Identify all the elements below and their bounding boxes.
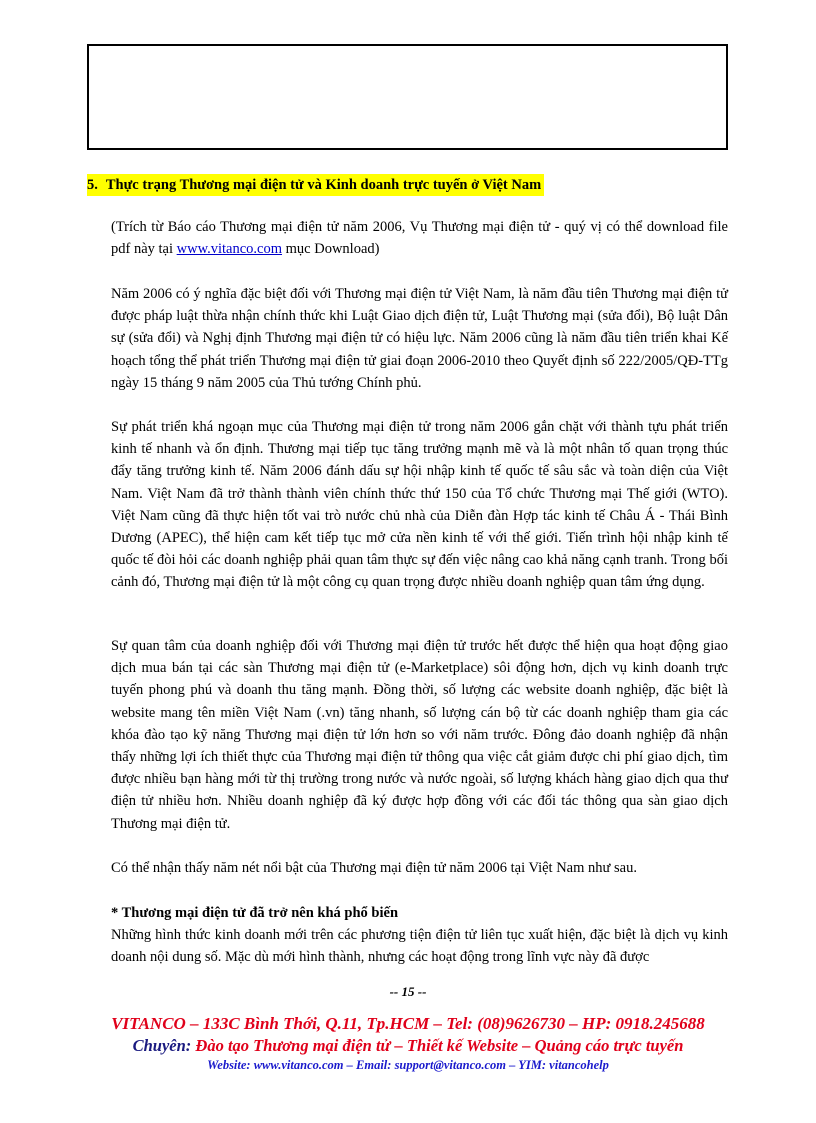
- paragraph-5: Những hình thức kinh doanh mới trên các phương tiện điện tử liên tục xuất hiện, đặc biệt là dịch vụ kinh doanh nội dung số. Mặc dù mới hình thành, nhưng các hoạt động trong lĩnh vực này đã được: [111, 927, 728, 966]
- sub-heading: * Thương mại điện tử đã trở nên khá phổ biến: [111, 905, 399, 921]
- footer-services-text: Đào tạo Thương mại điện tử – Thiết kế Website – Quảng cáo trực tuyến: [191, 1036, 684, 1055]
- paragraph-3: Sự quan tâm của doanh nghiệp đối với Thương mại điện tử trước hết được thể hiện qua hoạt động giao dịch mua bán tại các sàn Thương mại điện tử (e-Marketplace) sôi động hơn, dịch vụ kinh doanh trực tuyến phong phú và doanh thu tăng mạnh. Đồng thời, số lượng các website doanh nghiệp, đặc biệt là website mang tên miền Việt Nam (.vn) tăng nhanh, số lượng cán bộ từ các doanh nghiệp tham gia các khóa đào tạo kỹ năng Thương mại điện tử lớn hơn so với năm trước. Đông đảo doanh nghiệp đã nhận thấy những lợi ích thiết thực của Thương mại điện tử thông qua việc cắt giảm được chi phí giao dịch, tìm được nhiều bạn hàng mới từ thị trường trong nước và nước ngoài, số lượng khách hàng giao dịch qua thư điện tử nhiều hơn. Nhiều doanh nghiệp đã ký được hợp đồng với các đối tác thông qua sàn giao dịch Thương mại điện tử.: [111, 638, 728, 832]
- empty-boxed-frame: [87, 44, 728, 150]
- footer-services: [0, 1036, 816, 1056]
- footer-services-label: Chuyên:: [132, 1036, 192, 1055]
- intro-text-tail: mục Download): [282, 241, 380, 258]
- paragraph-2: Sự phát triển khá ngoạn mục của Thương mại điện tử trong năm 2006 gắn chặt với thành tựu phát triển kinh tế nhanh và ổn định. Thương mại tiếp tục tăng trưởng mạnh mẽ và là một nhân tố quan trọng thúc đẩy tăng trưởng kinh tế. Năm 2006 đánh dấu sự hội nhập kinh tế quốc tế sâu sắc và toàn diện của Việt Nam. Việt Nam đã trở thành thành viên chính thức thứ 150 của Tổ chức Thương mại Thế giới (WTO). Việt Nam cũng đã thực hiện tốt vai trò nước chủ nhà của Diễn đàn Hợp tác kinh tế Châu Á - Thái Bình Dương (APEC), thể hiện cam kết tiếp tục mở cửa nền kinh tế với thế giới. Tiến trình hội nhập kinh tế quốc tế đòi hỏi các doanh nghiệp phải quan tâm thực sự đến việc nâng cao khả năng cạnh tranh. Trong bối cảnh đó, Thương mại điện tử là một công cụ quan trọng được nhiều doanh nghiệp quan tâm ứng dụng.: [111, 419, 728, 591]
- section-number: 5.: [87, 177, 98, 193]
- paragraph-4: Có thể nhận thấy năm nét nổi bật của Thương mại điện tử năm 2006 tại Việt Nam như sau.: [111, 860, 637, 876]
- footer-address: VITANCO – 133C Bình Thới, Q.11, Tp.HCM – Tel: (08)9626730 – HP: 0918.245688: [111, 1014, 705, 1033]
- footer-contact: Website: www.vitanco.com – Email: support@vitanco.com – YIM: vitancohelp: [207, 1058, 609, 1072]
- intro-paragraph: [111, 216, 728, 260]
- vitanco-link[interactable]: www.vitanco.com: [176, 241, 283, 258]
- section-title: Thực trạng Thương mại điện tử và Kinh doanh trực tuyến ở Việt Nam: [105, 177, 542, 193]
- paragraph-1: Năm 2006 có ý nghĩa đặc biệt đối với Thương mại điện tử Việt Nam, là năm đầu tiên Thương mại điện tử được pháp luật thừa nhận chính thức khi Luật Giao dịch điện tử, Luật Thương mại (sửa đổi), Bộ luật Dân sự (sửa đổi) và Nghị định Thương mại điện tử có hiệu lực. Năm 2006 cũng là năm đầu tiên triển khai Kế hoạch tổng thể phát triển Thương mại điện tử giai đoạn 2006-2010 theo Quyết định số 222/2005/QĐ-TTg ngày 15 tháng 9 năm 2005 của Thủ tướng Chính phủ.: [111, 286, 728, 391]
- intro-text: (Trích từ Báo cáo Thương mại điện tử năm 2006, Vụ Thương mại điện tử - quý vị có thể download file pdf này tại: [111, 219, 728, 258]
- section-heading: [87, 174, 544, 196]
- page-number: -- 15 --: [389, 984, 427, 999]
